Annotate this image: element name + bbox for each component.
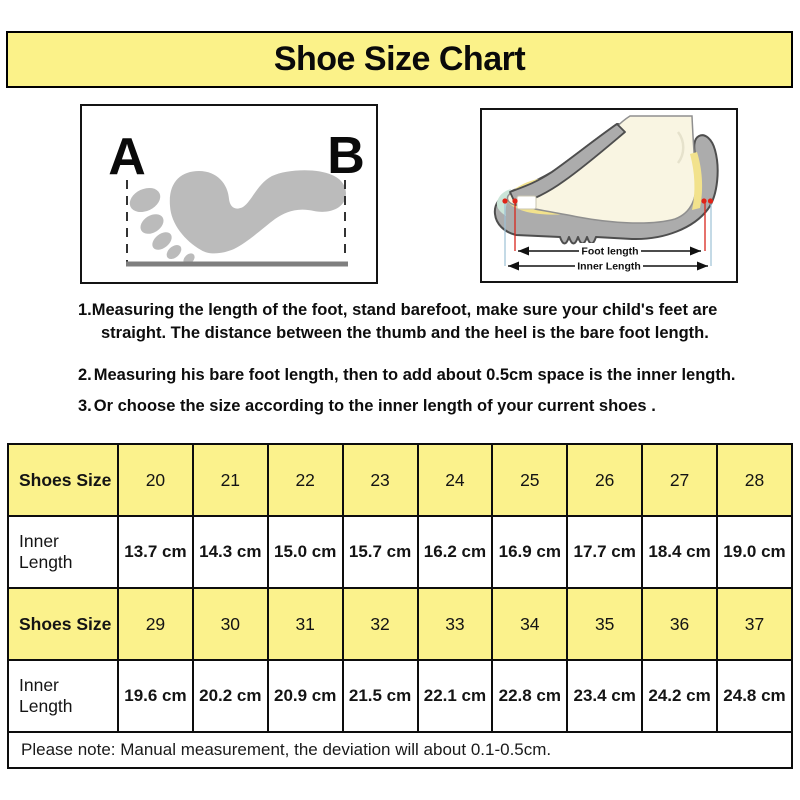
instruction-text: Or choose the size according to the inner length of your current shoes .: [93, 397, 656, 415]
inner-length-label: Inner Length: [577, 260, 641, 273]
size-cell: 32: [343, 588, 418, 660]
length-cell: 22.1 cm: [418, 660, 493, 732]
instruction-item-1: [78, 299, 768, 345]
size-cell: 25: [492, 444, 567, 516]
length-cell: 24.8 cm: [717, 660, 792, 732]
size-cell: 33: [418, 588, 493, 660]
table-row-sizes-1: [8, 444, 792, 516]
size-cell: 24: [418, 444, 493, 516]
size-cell: 23: [343, 444, 418, 516]
table-row-sizes-2: [8, 588, 792, 660]
table-row-note: [8, 732, 792, 768]
shoe-cross-section-diagram: [480, 108, 738, 283]
instruction-item-2: [78, 364, 768, 387]
size-cell: 34: [492, 588, 567, 660]
length-cell: 24.2 cm: [642, 660, 717, 732]
instruction-item-3: [78, 395, 768, 418]
size-cell: 28: [717, 444, 792, 516]
length-cell: 15.0 cm: [268, 516, 343, 588]
size-cell: 26: [567, 444, 642, 516]
instruction-number: 1.: [78, 301, 92, 319]
size-table: [7, 443, 793, 769]
length-cell: 16.9 cm: [492, 516, 567, 588]
length-cell: 20.2 cm: [193, 660, 268, 732]
shoe-svg: [482, 110, 736, 281]
length-cell: 19.0 cm: [717, 516, 792, 588]
length-cell: 23.4 cm: [567, 660, 642, 732]
length-cell: 22.8 cm: [492, 660, 567, 732]
point-b-label: B: [327, 127, 365, 185]
length-cell: 21.5 cm: [343, 660, 418, 732]
length-cell: 15.7 cm: [343, 516, 418, 588]
point-a-label: A: [108, 128, 146, 186]
length-cell: 16.2 cm: [418, 516, 493, 588]
row-header-inner-length: Inner Length: [8, 660, 118, 732]
size-cell: 36: [642, 588, 717, 660]
size-cell: 27: [642, 444, 717, 516]
row-header-shoes-size: Shoes Size: [8, 588, 118, 660]
footprint-graphic: [126, 170, 346, 267]
title-banner: [6, 31, 793, 88]
table-row-lengths-2: [8, 660, 792, 732]
length-cell: 13.7 cm: [118, 516, 193, 588]
inner-length-arrow: [508, 259, 708, 274]
row-header-shoes-size: Shoes Size: [8, 444, 118, 516]
size-cell: 22: [268, 444, 343, 516]
instruction-number: 2.: [78, 366, 92, 384]
length-cell: 19.6 cm: [118, 660, 193, 732]
note-text: Please note: Manual measurement, the deviation will about 0.1-0.5cm.: [8, 732, 792, 768]
size-cell: 20: [118, 444, 193, 516]
foot-length-label: Foot length: [581, 245, 639, 258]
page-title: Shoe Size Chart: [273, 40, 526, 78]
size-cell: 21: [193, 444, 268, 516]
size-cell: 30: [193, 588, 268, 660]
toe-notch: [517, 196, 536, 209]
length-cell: 17.7 cm: [567, 516, 642, 588]
length-cell: 20.9 cm: [268, 660, 343, 732]
instruction-text: Measuring the length of the foot, stand barefoot, make sure your child's feet are straight. The distance between the thumb and the heel is the bare foot length.: [91, 301, 718, 342]
instruction-number: 3.: [78, 397, 92, 415]
length-cell: 18.4 cm: [642, 516, 717, 588]
table-row-lengths-1: [8, 516, 792, 588]
footprint-svg: [82, 106, 376, 282]
foot-measurement-diagram: [80, 104, 378, 284]
size-cell: 37: [717, 588, 792, 660]
length-cell: 14.3 cm: [193, 516, 268, 588]
size-cell: 31: [268, 588, 343, 660]
size-cell: 35: [567, 588, 642, 660]
foot-length-arrow: [518, 243, 701, 258]
instructions-list: [78, 299, 768, 418]
instruction-text: Measuring his bare foot length, then to add about 0.5cm space is the inner length.: [93, 366, 736, 384]
size-cell: 29: [118, 588, 193, 660]
row-header-inner-length: Inner Length: [8, 516, 118, 588]
